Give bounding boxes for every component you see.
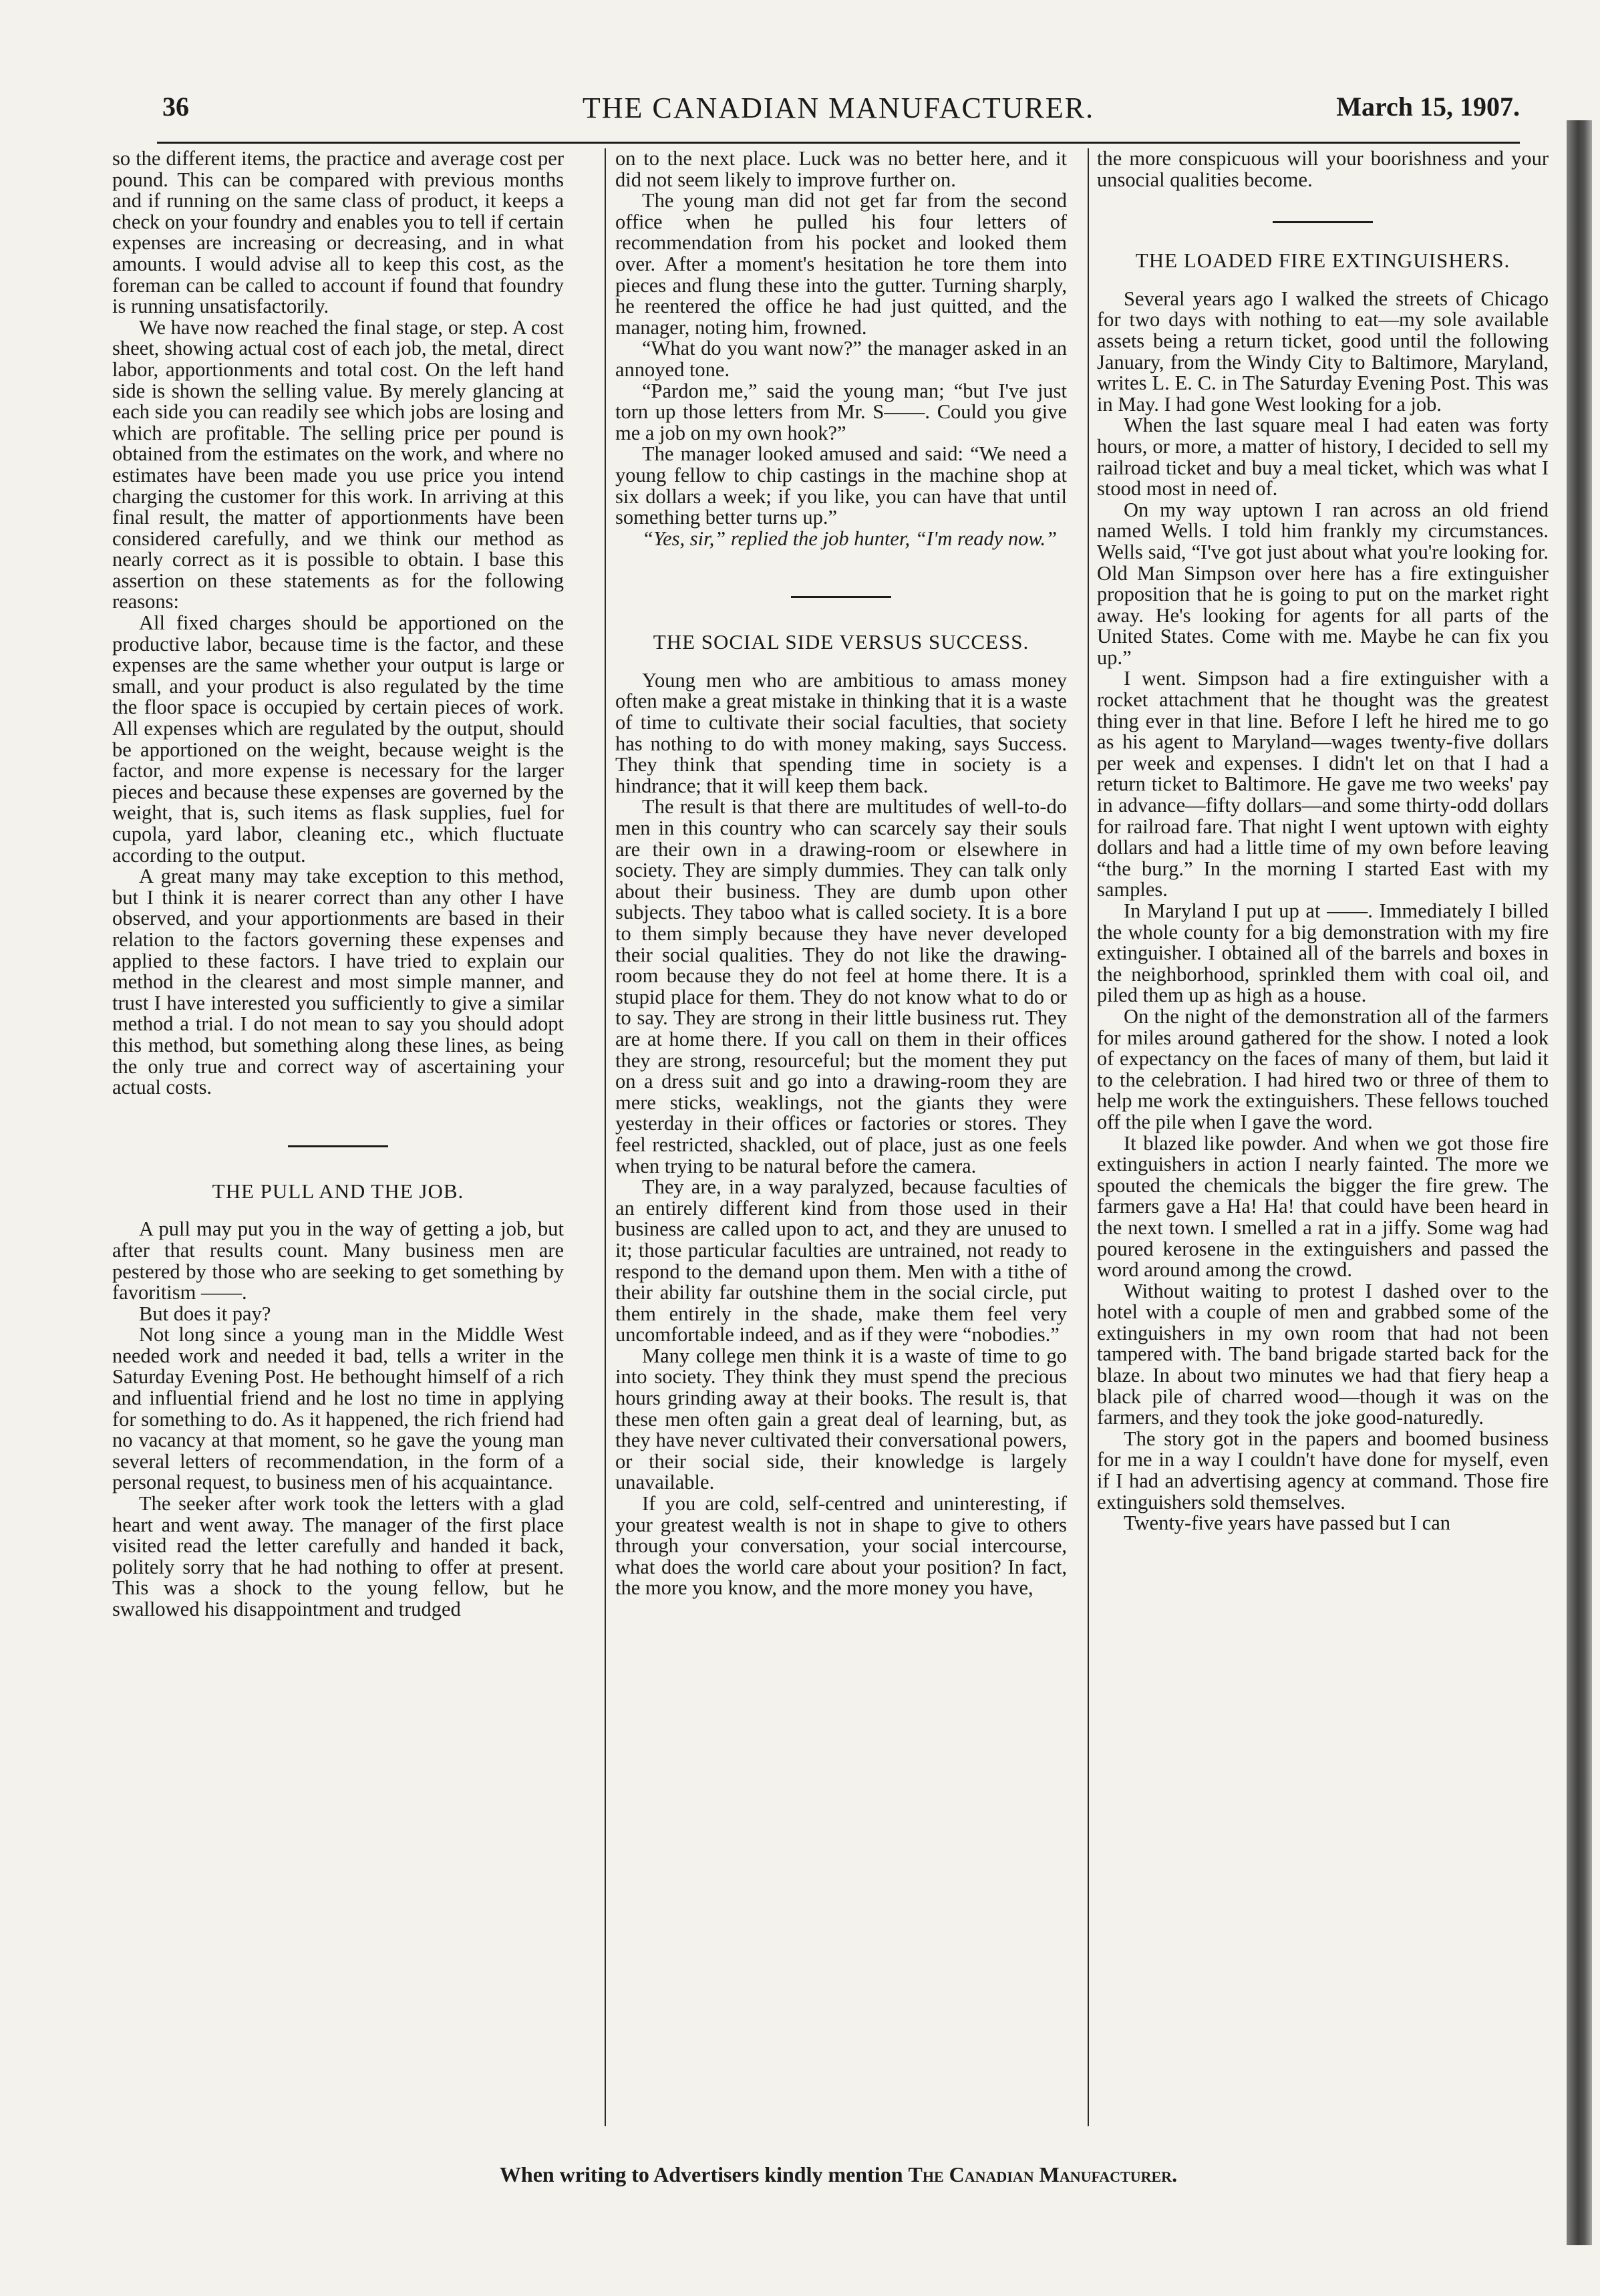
paragraph: “What do you want now?” the manager asked in an annoyed tone. [615, 337, 1067, 381]
column-divider-2 [1088, 148, 1089, 2126]
paragraph: If you are cold, self-centred and uninteresting, if your greatest wealth is not in shape to give to others through your conversation, your social intercourse, what does the world care about your position? In fact, the more you know, and the more money you have, [615, 1492, 1067, 1600]
paragraph: We have now reached the final stage, or step. A cost sheet, showing actual cost of each job, the metal, direct labor, apportionments and total cost. On the left hand side is shown the selling value. By merely glancing at each side you can readily see which jobs are losing and which are profitable. The selling price per pound is obtained from the estimates on the work, and where no estimates have been made you use price you intend charging the customer for this work. In arriving at this final result, the matter of apportionments have been considered carefully, and we think our method as nearly correct as it is possible to obtain. I base this assertion on these statements as for the following reasons: [112, 315, 564, 613]
article-heading-pull-and-job: THE PULL AND THE JOB. [212, 1179, 464, 1203]
section-separator [791, 596, 891, 598]
paragraph: The result is that there are multitudes of well-to-do men in this country who can scarcely say their souls are their own in a drawing-room or elsewhere in society. They are simply dummies. They can talk only about their business. They are dumb upon other subjects. They taboo what is called society. It is a bore to them simply because they have never developed their social qualities. They do not like the drawing-room because they do not feel at home there. It is a stupid place for them. They do not know what to do or to say. They are strong in their little business rut. They are at home there. If you call on them in their offices they are strong, resourceful; but the moment they put on a dress suit and go into a drawing-room they are mere sticks, weaklings, not the giants they were yesterday in their offices or factories or stores. They feel restricted, shackled, out of place, just as one feels when trying to be natural before the camera. [615, 795, 1067, 1177]
paragraph: But does it pay? [139, 1302, 271, 1325]
paragraph: Several years ago I walked the streets of Chicago for two days with nothing to eat—my sole available assets being a return ticket, good until the following January, from the Windy City to Baltimore, Maryland, writes L. E. C. in The Saturday Evening Post. This was in May. I had gone West looking for a job. [1097, 287, 1549, 416]
paragraph: Without waiting to protest I dashed over to the hotel with a couple of men and grabbed some of the extinguishers in my own room that had not been tampered with. The band brigade started back for the blaze. In about two minutes we had that fiery heap a black pile of charred wood—though it was on the farmers, and they took the joke good-naturedly. [1097, 1279, 1549, 1429]
section-separator [1273, 221, 1373, 223]
page-number: 36 [162, 92, 189, 122]
issue-date: March 15, 1907. [1336, 92, 1520, 122]
paragraph: Young men who are ambitious to amass money often make a great mistake in thinking that it is a waste of time to cultivate their social faculties, that society has nothing to do with money making, says Success. They think that spending time in society is a hindrance; that it will keep them back. [615, 668, 1067, 797]
paragraph: Many college men think it is a waste of time to go into society. They think they must spend the precious hours grinding away at their books. The result is, that these men often gain a great deal of learning, but, as they have never cultivated their conversational powers, or their social side, their knowledge is largely unavailable. [615, 1344, 1067, 1494]
paragraph: The seeker after work took the letters with a glad heart and went away. The manager of the first place visited read the letter carefully and handed it back, politely sorry that he had nothing to offer at present. This was a shock to the young fellow, but he swallowed his disappointment and trudged [112, 1492, 564, 1620]
paragraph: When the last square meal I had eaten was forty hours, or more, a matter of history, I decided to sell my railroad ticket and buy a meal ticket, which was what I stood most in need of. [1097, 414, 1549, 500]
paragraph: All fixed charges should be apportioned on the productive labor, because time is the factor, and these expenses are the same whether your output is large or small, and your product is also regulated by the time the floor space is occupied by certain pieces of work. All expenses which are regulated by the output, should be apportioned on the weight, because weight is the factor, and more expense is necessary for the larger pieces and because these expenses are governed by the weight, that is, such items as flask supplies, fuel for cupola, yard labor, cleaning etc., which fluctuate according to the output. [112, 611, 564, 867]
paragraph: on to the next place. Luck was no better here, and it did not seem likely to improve further on. [615, 148, 1067, 191]
paragraph: “Yes, sir,” replied the job hunter, “I'm ready now.” [642, 527, 1058, 550]
page-footer [157, 2162, 1520, 2187]
article-heading-fire-extinguishers: THE LOADED FIRE EXTINGUISHERS. [1135, 249, 1510, 273]
footer-text: When writing to Advertisers kindly mention [499, 2162, 903, 2186]
paragraph: the more conspicuous will your boorishness and your unsocial qualities become. [1097, 148, 1549, 191]
paragraph: On the night of the demonstration all of the farmers for miles around gathered for the show. I noted a look of expectancy on the faces of many of them, but laid it to the celebration. I had hired two or three of them to help me work the extinguishers. These fellows touched off the pile when I gave the word. [1097, 1004, 1549, 1133]
paragraph: In Maryland I put up at ——. Immediately I billed the whole county for a big demonstration with my fire extinguisher. I obtained all of the barrels and boxes in the neighborhood, sprinkled them with coal oil, and piled them up as high as a house. [1097, 899, 1549, 1007]
article-heading-social-side: THE SOCIAL SIDE VERSUS SUCCESS. [653, 630, 1029, 654]
paragraph: The manager looked amused and said: “We need a young fellow to chip castings in the machine shop at six dollars a week; if you like, you can have that until something better turns up.” [615, 442, 1067, 529]
column-divider-1 [605, 148, 606, 2126]
header-rule [157, 142, 1520, 144]
paragraph: They are, in a way paralyzed, because faculties of an entirely different kind from those used in their business are called upon to act, and they are unused to it; those particular faculties are untrained, not ready to respond to the demand upon them. Men with a tithe of their ability far outshine them in the social circle, put them entirely in the shade, make them feel very uncomfortable indeed, and as if they were “nobodies.” [615, 1175, 1067, 1346]
paragraph: Not long since a young man in the Middle West needed work and needed it bad, tells a writer in the Saturday Evening Post. He bethought himself of a rich and influential friend and he lost no time in applying for something to do. As it happened, the rich friend had no vacancy at that moment, so he gave the young man several letters of recommendation, in the form of a personal request, to business men of his acquaintance. [112, 1323, 564, 1494]
binding-edge-shadow [1567, 120, 1592, 2245]
paragraph: The story got in the papers and boomed business for me in a way I couldn't have done for myself, even if I had an advertising agency at command. Those fire extinguishers sold themselves. [1097, 1427, 1549, 1514]
column-1 [112, 148, 564, 2126]
column-3 [1097, 148, 1549, 2126]
paragraph: It blazed like powder. And when we got those fire extinguishers in action I nearly fainted. The more we spouted the chemicals the bigger the fire grew. The farmers gave a Ha! Ha! that could have been heard in the next town. I smelled a rat in a jiffy. Some wag had poured kerosene in the extinguishers and passed the word around among the crowd. [1097, 1131, 1549, 1282]
paragraph: On my way uptown I ran across an old friend named Wells. I told him frankly my circumstances. Wells said, “I've got just about what you're looking for. Old Man Simpson over here has a fire extinguisher proposition that he is going to put on the market right away. He's looking for agents for all parts of the United States. Come with me. Maybe he can fix you up.” [1097, 498, 1549, 669]
page-header [157, 86, 1520, 132]
paragraph: The young man did not get far from the second office when he pulled his four letters of recommendation from his pocket and looked them over. After a moment's hesitation he tore them into pieces and flung these into the gutter. Turning sharply, he reentered the office he had just quitted, and the manager, noting him, frowned. [615, 189, 1067, 339]
paragraph: A great many may take exception to this method, but I think it is nearer correct than any other I have observed, and your apportionments are based in their relation to the factors governing these expenses and applied to these factors. I have tried to explain our method in the clearest and most simple manner, and trust I have interested you sufficiently to give a similar method a trial. I do not mean to say you should adopt this method, but something along these lines, as being the only true and correct way of ascertaining your actual costs. [112, 865, 564, 1099]
paragraph: “Pardon me,” said the young man; “but I've just torn up those letters from Mr. S——. Could you give me a job on my own hook?” [615, 379, 1067, 444]
paragraph: A pull may put you in the way of getting a job, but after that results count. Many business men are pestered by those who are seeking to get something by favoritism ——. [112, 1217, 564, 1304]
footer-publication: The Canadian Manufacturer. [908, 2162, 1178, 2186]
column-2 [615, 148, 1067, 2126]
publication-title: THE CANADIAN MANUFACTURER. [582, 92, 1095, 124]
section-separator [288, 1145, 388, 1147]
paragraph: Twenty-five years have passed but I can [1124, 1512, 1451, 1535]
paragraph: I went. Simpson had a fire extinguisher with a rocket attachment that he thought was the greatest thing ever in that line. Before I left he hired me to go as his agent to Maryland—wages twenty-five dollars per week and expenses. I didn't let on that I had a return ticket to Baltimore. He gave me two weeks' pay in advance—fifty dollars—and some thirty-odd dollars for railroad fare. That night I went uptown with eighty dollars and had a little time of my own before leaving “the burg.” In the morning I started East with my samples. [1097, 667, 1549, 901]
paragraph: so the different items, the practice and average cost per pound. This can be compared with previous months and if running on the same class of product, it keeps a check on your foundry and enables you to tell if certain expenses are increasing or decreasing, and in what amounts. I would advise all to keep this cost, as the foreman can be called to account if found that foundry is running unsatisfactorily. [112, 148, 564, 318]
